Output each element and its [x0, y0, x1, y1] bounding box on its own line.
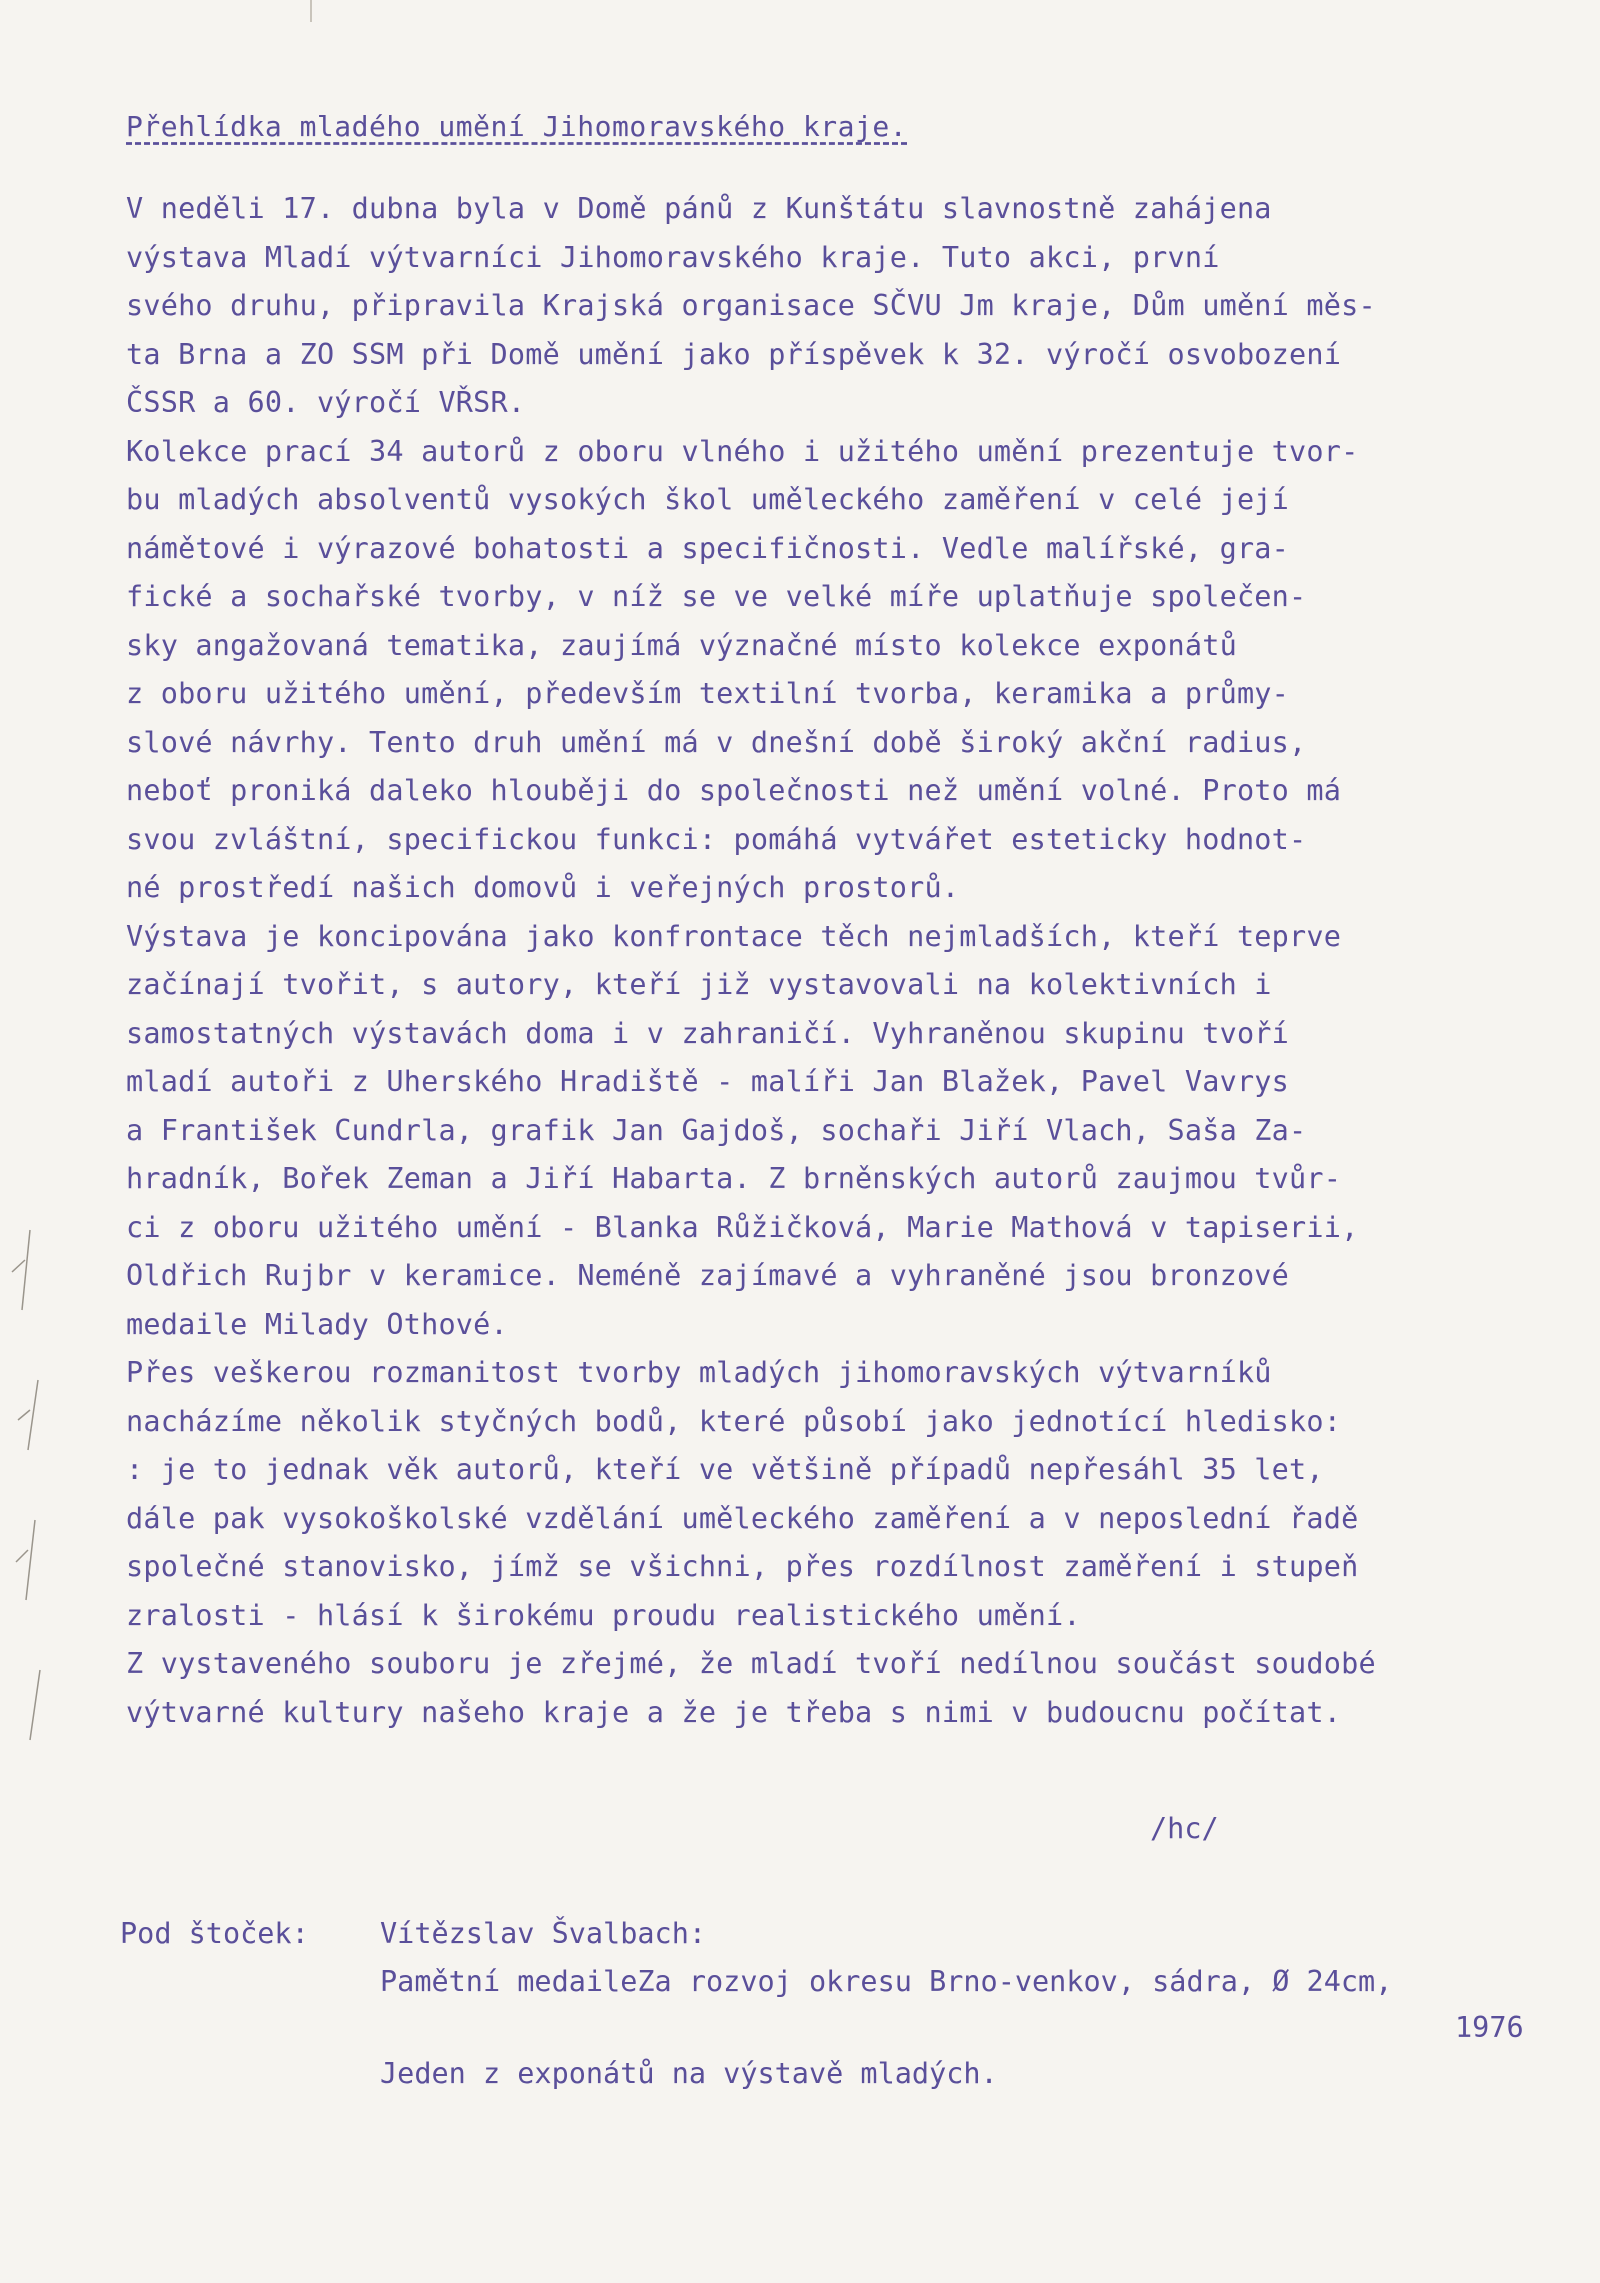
text-line: medaile Milady Othové. — [126, 1307, 508, 1341]
caption-year: 1976 — [1455, 2011, 1524, 2044]
text-line: Přes veškerou rozmanitost tvorby mladých jihomoravských výtvarníků — [126, 1356, 1272, 1389]
margin-pencil-marks — [0, 1200, 60, 1760]
text-line: né prostředí našich domovů i veřejných prostorů. — [126, 871, 960, 904]
text-line: výtvarné kultury našeho kraje a že je třeba s nimi v budoucnu počítat. — [126, 1695, 1342, 1729]
text-line: námětové i výrazové bohatosti a specifičnosti. Vedle malířské, gra- — [126, 531, 1290, 565]
caption-work: Pamětní medaileZa rozvoj okresu Brno-venkov, sádra, Ø 24cm, — [380, 1965, 1393, 1998]
text-line: hradník, Bořek Zeman a Jiří Habarta. Z brněnských autorů zaujmou tvůr- — [126, 1162, 1342, 1195]
text-line: Z vystaveného souboru je zřejmé, že mladí tvoří nedílnou součást soudobé — [126, 1647, 1376, 1680]
text-line: Výstava je koncipována jako konfrontace těch nejmladších, kteří teprve — [126, 919, 1342, 953]
text-line: svou zvláštní, specifickou funkci: pomáhá vytvářet esteticky hodnot- — [126, 822, 1307, 856]
text-line: slové návrhy. Tento druh umění má v dnešní době široký akční radius, — [126, 725, 1307, 759]
document-title: Přehlídka mladého umění Jihomoravského kraje. — [126, 110, 908, 143]
text-line: mladí autoři z Uherského Hradiště - malíři Jan Blažek, Pavel Vavrys — [126, 1065, 1290, 1098]
text-line: zralosti - hlásí k širokému proudu realistického umění. — [126, 1598, 1081, 1632]
text-line: ci z oboru užitého umění - Blanka Růžičková, Marie Mathová v tapiserii, — [126, 1210, 1359, 1244]
text-line: z oboru užitého umění, především textilní tvorba, keramika a průmy- — [126, 677, 1290, 710]
caption-author: Vítězslav Švalbach: — [380, 1917, 707, 1950]
article-body — [126, 185, 1566, 1737]
text-line: ta Brna a ZO SSM při Domě umění jako příspěvek k 32. výročí osvobození — [126, 337, 1342, 371]
text-line: samostatných výstavách doma i v zahraničí. Vyhraněnou skupinu tvoří — [126, 1016, 1290, 1050]
text-line: Oldřich Rujbr v keramice. Neméně zajímavé a vyhraněné jsou bronzové — [126, 1259, 1290, 1292]
text-line: výstava Mladí výtvarníci Jihomoravského kraje. Tuto akci, první — [126, 240, 1220, 274]
text-line: nacházíme několik styčných bodů, které působí jako jednotící hledisko: — [126, 1404, 1342, 1438]
text-line: V neděli 17. dubna byla v Domě pánů z Kunštátu slavnostně zahájena — [126, 192, 1272, 225]
text-line: fické a sochařské tvorby, v níž se ve velké míře uplatňuje společen- — [126, 580, 1307, 613]
text-line: : je to jednak věk autorů, kteří ve většině případů nepřesáhl 35 let, — [126, 1453, 1324, 1486]
paper-fold-mark — [310, 0, 312, 22]
text-line: začínají tvořit, s autory, kteří již vystavovali na kolektivních i — [126, 968, 1272, 1001]
caption-note: Jeden z exponátů na výstavě mladých. — [380, 2057, 998, 2090]
text-line: bu mladých absolventů vysokých škol uměleckého zaměření v celé její — [126, 483, 1290, 516]
caption-label: Pod štoček: — [120, 1917, 309, 1950]
text-line: společné stanovisko, jímž se všichni, přes rozdílnost zaměření i stupeň — [126, 1550, 1359, 1583]
text-line: dále pak vysokoškolské vzdělání uměleckého zaměření a v neposlední řadě — [126, 1501, 1359, 1535]
text-line: Kolekce prací 34 autorů z oboru vlného i užitého umění prezentuje tvor- — [126, 434, 1359, 468]
author-signature: /hc/ — [1150, 1812, 1219, 1845]
text-line: a František Cundrla, grafik Jan Gajdoš, sochaři Jiří Vlach, Saša Za- — [126, 1113, 1307, 1147]
text-line: sky angažovaná tematika, zaujímá význačné místo kolekce exponátů — [126, 628, 1237, 662]
text-line: svého druhu, připravila Krajská organisace SČVU Jm kraje, Dům umění měs- — [126, 289, 1376, 322]
text-line: neboť proniká daleko hlouběji do společnosti než umění volné. Proto má — [126, 774, 1342, 807]
text-line: ČSSR a 60. výročí VŘSR. — [126, 386, 526, 419]
